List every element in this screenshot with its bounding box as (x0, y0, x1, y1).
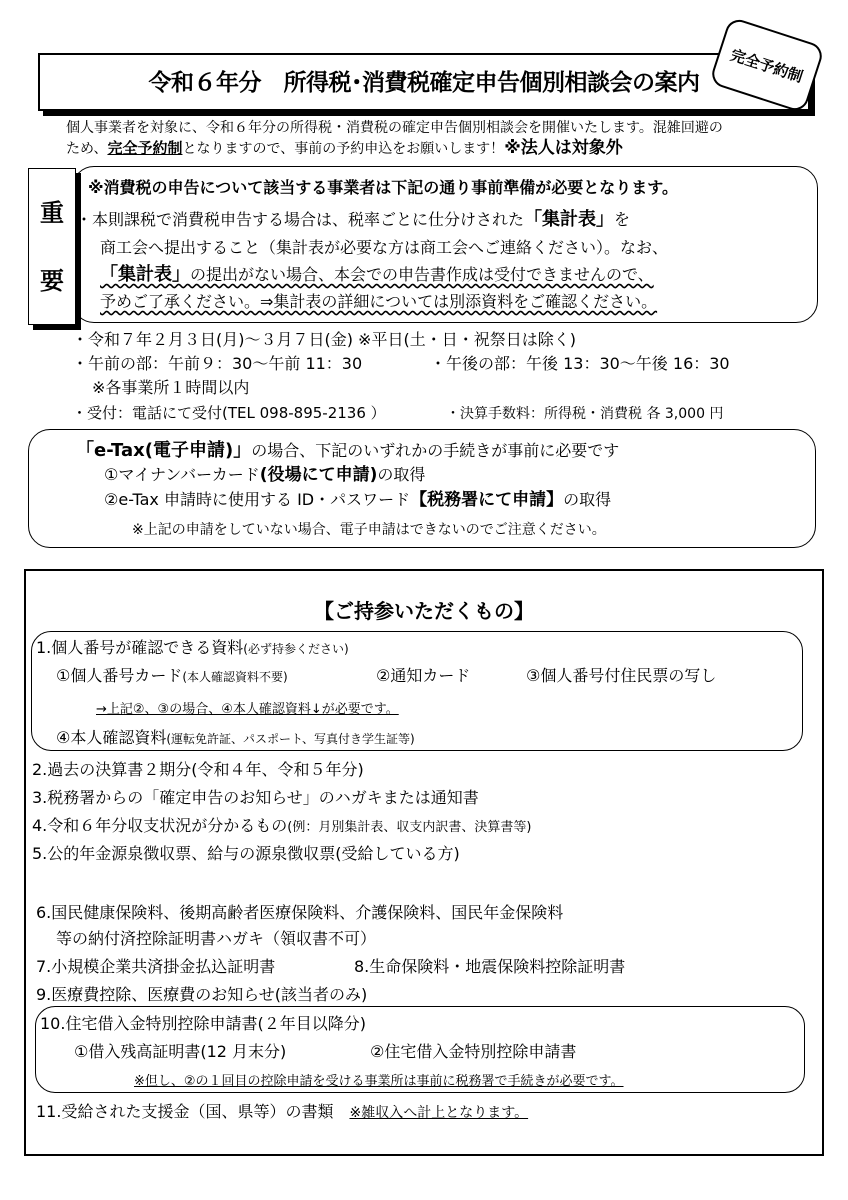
schedule-afternoon: ・午後の部：午後 13：30～午後 16：30 (430, 354, 730, 373)
item-4: 4.令和６年分収支状況が分かるもの(例：月別集計表、収支内訳書、決算書等) (32, 816, 532, 835)
item-10-a: ①借入残高証明書(12 月末分) (74, 1042, 287, 1061)
item-10-note: ※但し、②の１回目の控除申請を受ける事業所は事前に税務署で手続きが必要です。 (134, 1074, 624, 1089)
item-1-d: ④本人確認資料(運転免許証、パスポート、写真付き学生証等) (56, 728, 415, 747)
page-title: 令和６年分 所得税･消費税確定申告個別相談会の案内 (148, 70, 700, 96)
etax-line-2: ①マイナンバーカード(役場にて申請)の取得 (104, 465, 426, 485)
item-10: 10.住宅借入金特別控除申請書(２年目以降分) (40, 1014, 366, 1033)
schedule-per-office: ※各事業所１時間以内 (92, 378, 250, 397)
important-line-4: 予めご了承ください。⇒集計表の詳細については別添資料をご確認ください。 (100, 292, 658, 311)
important-line-2: 商工会へ提出すること（集計表が必要な方は商工会へご連絡ください）。なお、 (100, 238, 669, 257)
reservation-stamp: 完全予約制 (709, 16, 826, 113)
item-11: 11.受給された支援金（国、県等）の書類 ※雑収入へ計上となります。 (36, 1102, 529, 1121)
schedule-fee: ・決算手数料：所得税・消費税 各 3,000 円 (446, 406, 724, 422)
etax-line-1: 「e-Tax(電子申請)」の場合、下記のいずれかの手続きが事前に必要です (76, 440, 620, 461)
schedule-dates: ・令和７年２月３日(月)～３月７日(金) ※平日(土・日・祝祭日は除く) (72, 330, 576, 349)
item-1-c: ③個人番号付住民票の写し (526, 666, 717, 685)
schedule-reception: ・受付：電話にて受付(TEL 098-895-2136 ） (72, 404, 386, 422)
intro-line-2: ため、完全予約制となりますので、事前の予約申込をお願いします！※法人は対象外 (66, 138, 623, 158)
etax-note: ※上記の申請をしていない場合、電子申請はできないのでご注意ください。 (132, 522, 606, 538)
item-1-a: ①個人番号カード(本人確認資料不要) (56, 666, 288, 685)
item-9: 9.医療費控除、医療費のお知らせ(該当者のみ) (36, 985, 368, 1004)
item-2: 2.過去の決算書２期分(令和４年、令和５年分) (32, 760, 364, 779)
item-6-line-2: 等の納付済控除証明書ハガキ（領収書不可） (56, 929, 377, 948)
item-1-arrow-note: →上記②、③の場合、④本人確認資料↓が必要です。 (96, 702, 399, 717)
etax-line-3: ②e-Tax 申請時に使用する ID・パスワード【税務署にて申請】の取得 (104, 490, 612, 510)
item-8: 8.生命保険料・地震保険料控除証明書 (354, 957, 626, 976)
item-6-line-1: 6.国民健康保険料、後期高齢者医療保険料、介護保険料、国民年金保険料 (36, 903, 564, 922)
item-7: 7.小規模企業共済掛金払込証明書 (36, 957, 276, 976)
intro-line-1: 個人事業者を対象に、令和６年分の所得税・消費税の確定申告個別相談会を開催いたします。混雑回避の (66, 120, 723, 136)
important-line-1: ・本則課税で消費税申告する場合は、税率ごとに仕分けされた「集計表」を (76, 209, 631, 230)
bring-items-title: 【ご持参いただくもの】 (314, 599, 534, 623)
schedule-morning: ・午前の部：午前９：30～午前 11：30 (72, 354, 363, 373)
item-10-b: ②住宅借入金特別控除申請書 (370, 1042, 577, 1061)
item-5: 5.公的年金源泉徴収票、給与の源泉徴収票(受給している方) (32, 844, 460, 863)
item-3: 3.税務署からの「確定申告のお知らせ」のハガキまたは通知書 (32, 788, 479, 807)
important-heading: ※消費税の申告について該当する事業者は下記の通り事前準備が必要となります。 (88, 178, 678, 197)
important-label: 重 要 (28, 168, 76, 325)
item-1-b: ②通知カード (376, 666, 471, 685)
important-line-3: 「集計表」の提出がない場合、本会での申告書作成は受付できませんので、 (100, 264, 654, 285)
item-1: 1.個人番号が確認できる資料(必ず持参ください) (36, 638, 349, 657)
